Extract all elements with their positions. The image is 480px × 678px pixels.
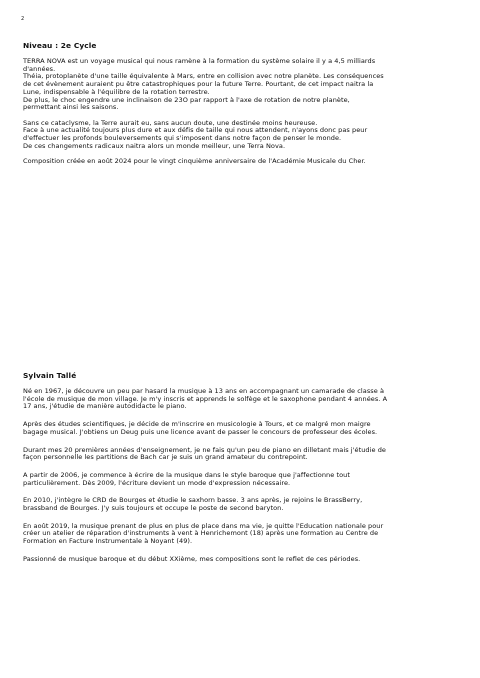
bio-heading: Sylvain Tallé xyxy=(23,371,77,380)
message-paragraph xyxy=(23,120,457,151)
text-line: brassband de Bourges. J'y suis toujours et occupe le poste de second baryton. xyxy=(23,504,284,513)
text-line: TERRA NOVA est un voyage musical qui nous ramène à la formation du système solaire il y a 4,5 milliards xyxy=(23,57,376,65)
level-section xyxy=(23,41,457,166)
text-line: Formation en Facture Instrumentale à Noyant (49). xyxy=(23,537,193,546)
page-number: 2 xyxy=(21,16,25,22)
composition-note xyxy=(23,158,457,166)
bio-paragraph xyxy=(23,472,457,487)
bio-paragraph xyxy=(23,497,457,512)
text-line: 17 ans, j'étudie de manière autodidacte le piano. xyxy=(23,402,187,411)
text-line: Passionné de musique baroque et du début XXième, mes compositions sont le reflet de ces périodes. xyxy=(23,554,361,563)
text-line: permettant ainsi les saisons. xyxy=(23,103,119,112)
text-line: façon personnelle les partitions de Bach car je suis un grand amateur du contrepoint. xyxy=(23,453,308,462)
text-line: En 2010, j'intègre le CRD de Bourges et étudie le saxhorn basse. 3 ans après, je rejoins le BrassBerry, xyxy=(23,496,363,505)
text-line: Sans ce cataclysme, la Terre aurait eu, sans aucun doute, une destinée moins heureuse. xyxy=(23,118,318,127)
text-line: d'effectuer les profonds bouleversements qui s'imposent dans notre façon de penser le monde. xyxy=(23,134,342,143)
bio-section xyxy=(23,371,457,574)
text-line: de cet évènement auraient pu être catastrophiques pour la future Terre. Pourtant, de cet impact naitra la xyxy=(23,80,374,89)
text-line: En août 2019, la musique prenant de plus en plus de place dans ma vie, je quitte l'Education nationale pour xyxy=(23,521,384,530)
bio-paragraph xyxy=(23,523,457,546)
text-line: Face à une actualité toujours plus dure et aux défis de taille qui nous attendent, n'ayons donc pas peur xyxy=(23,126,368,135)
text-line: De plus, le choc engendre une inclinaison de 23O par rapport à l'axe de rotation de notre planète, xyxy=(23,95,350,104)
intro-paragraph xyxy=(23,58,457,112)
text-line: l'école de musique de mon village. Je m'y inscris et apprends le solfège et le saxophone pendant 4 années. A xyxy=(23,394,388,403)
text-line: d'années. xyxy=(23,64,56,73)
text-line: Théia, protoplanète d'une taille équivalente à Mars, entre en collision avec notre planète. Les conséquences xyxy=(23,72,384,81)
text-line: De ces changements radicaux naitra alors un monde meilleur, une Terra Nova. xyxy=(23,141,286,150)
text-line: particulièrement. Dès 2009, l'écriture devient un mode d'expression nécessaire. xyxy=(23,478,291,487)
text-line: Né en 1967, je découvre un peu par hasard la musique à 13 ans en accompagnant un camarade de classe à xyxy=(23,387,385,395)
text-line: bagage musical. J'obtiens un Deug puis une licence avant de passer le concours de professeur des écoles. xyxy=(23,427,378,436)
bio-paragraph xyxy=(23,421,457,436)
bio-paragraph xyxy=(23,447,457,462)
text-line: Après des études scientifiques, je décide de m'inscrire en musicologie à Tours, et ce malgré mon maigre xyxy=(23,420,371,429)
text-line: A partir de 2006, je commence à écrire de la musique dans le style baroque que j'affectionne tout xyxy=(23,470,350,479)
text-line: Lune, indispensable à l'équilibre de la rotation terrestre. xyxy=(23,87,210,96)
text-line: créer un atelier de réparation d'instruments à vent à Henrichemont (18) après une formation au Centre de xyxy=(23,529,379,538)
bio-paragraph xyxy=(23,556,457,564)
text-line: Durant mes 20 premières années d'enseignement, je ne fais qu'un peu de piano en dilletant mais j'étudie de xyxy=(23,445,386,454)
bio-paragraph xyxy=(23,388,457,411)
text-line: Composition créée en août 2024 pour le vingt cinquième anniversaire de l'Académie Musicale du Cher. xyxy=(23,157,366,166)
level-heading: Niveau : 2e Cycle xyxy=(23,41,97,50)
